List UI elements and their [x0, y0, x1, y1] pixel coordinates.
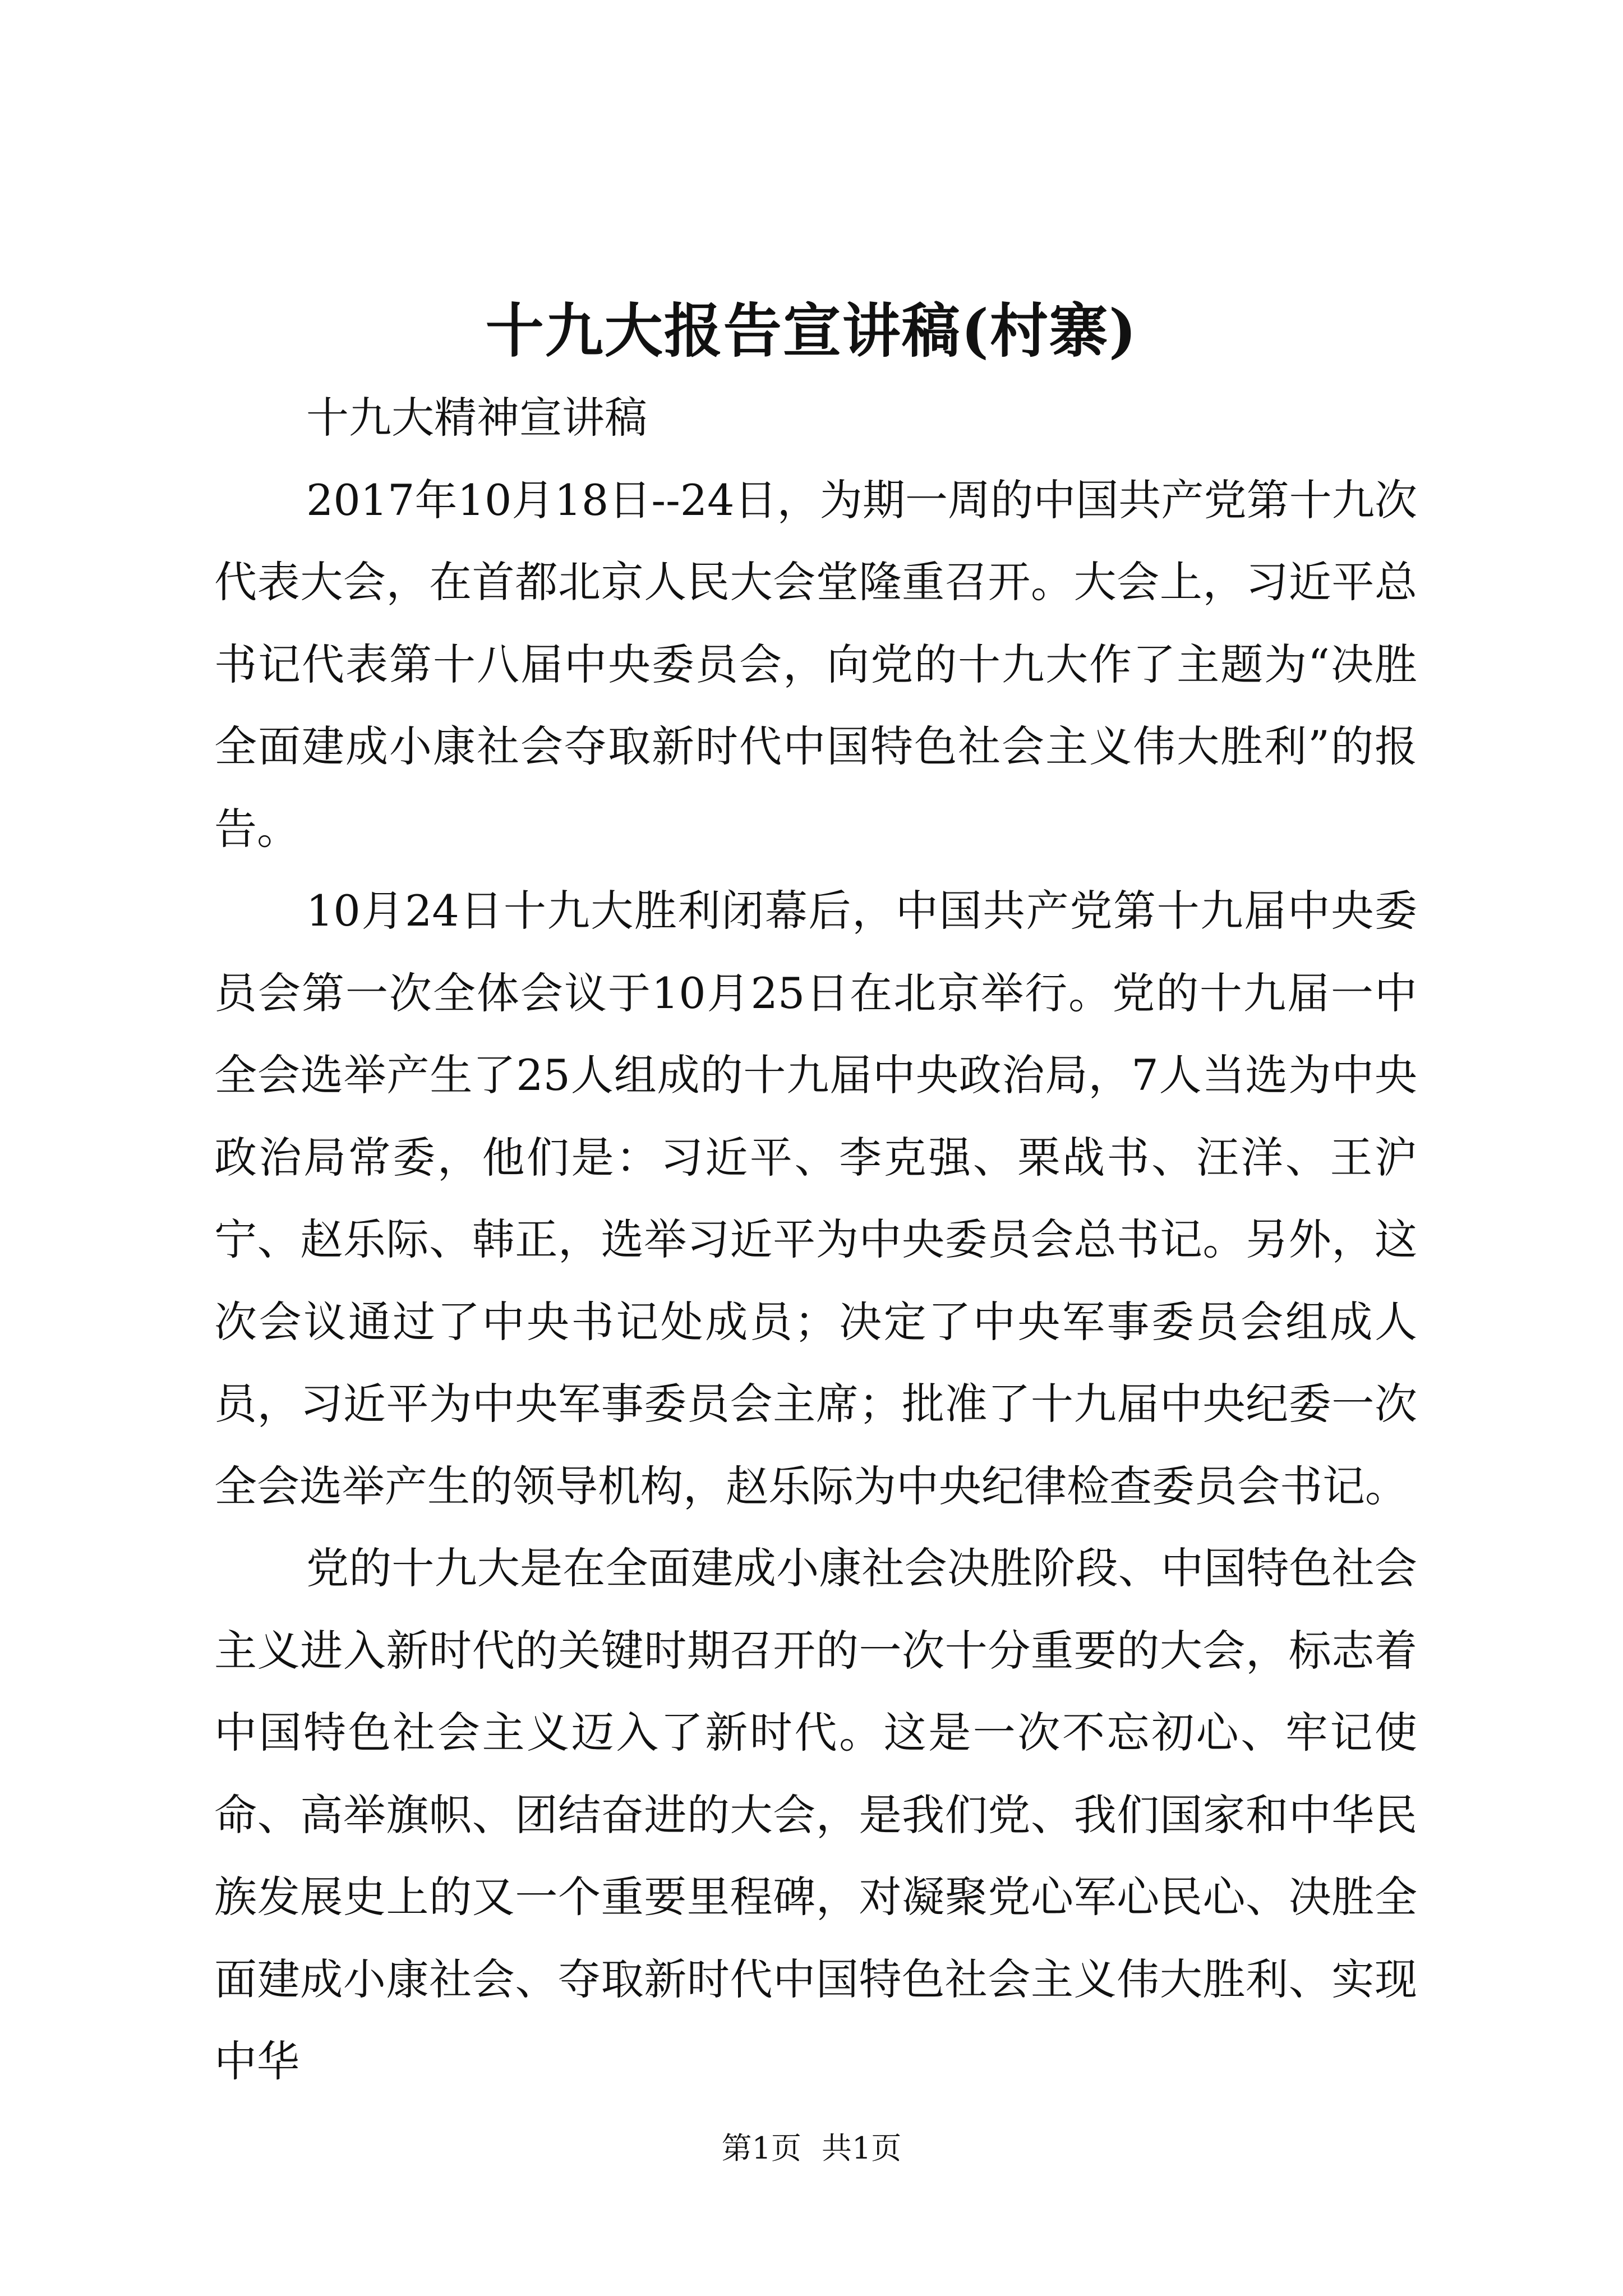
- document-body: [214, 377, 1417, 2103]
- paragraph-2: 10月24日十九大胜利闭幕后，中国共产党第十九届中央委员会第一次全体会议于10月25日在北京举行。党的十九届一中全会选举产生了25人组成的十九届中央政治局，7人当选为中央政治局常委，他们是：习近平、李克强、栗战书、汪洋、王沪宁、赵乐际、韩正，选举习近平为中央委员会总书记。另外，这次会议通过了中央书记处成员；决定了中央军事委员会组成人员，习近平为中央军事委员会主席；批准了十九届中央纪委一次全会选举产生的领导机构，赵乐际为中央纪律检查委员会书记。: [214, 886, 1417, 1511]
- page-number-total: 共1页: [822, 2131, 902, 2166]
- document-title: 十九大报告宣讲稿(村寨): [485, 296, 1138, 365]
- paragraph-subtitle: 十九大精神宣讲稿: [306, 393, 647, 443]
- page-footer: [0, 2129, 1623, 2168]
- paragraph-3: 党的十九大是在全面建成小康社会决胜阶段、中国特色社会主义进入新时代的关键时期召开的一次十分重要的大会，标志着中国特色社会主义迈入了新时代。这是一次不忘初心、牢记使命、高举旗帜、团结奋进的大会，是我们党、我们国家和中华民族发展史上的又一个重要里程碑，对凝聚党心军心民心、决胜全面建成小康社会、夺取新时代中国特色社会主义伟大胜利、实现中华: [214, 1543, 1417, 2086]
- page-number-current: 第1页: [721, 2131, 801, 2166]
- paragraph-1: 2017年10月18日--24日，为期一周的中国共产党第十九次代表大会，在首都北京人民大会堂隆重召开。大会上，习近平总书记代表第十八届中央委员会，向党的十九大作了主题为“决胜全面建成小康社会夺取新时代中国特色社会主义伟大胜利”的报告。: [214, 475, 1417, 854]
